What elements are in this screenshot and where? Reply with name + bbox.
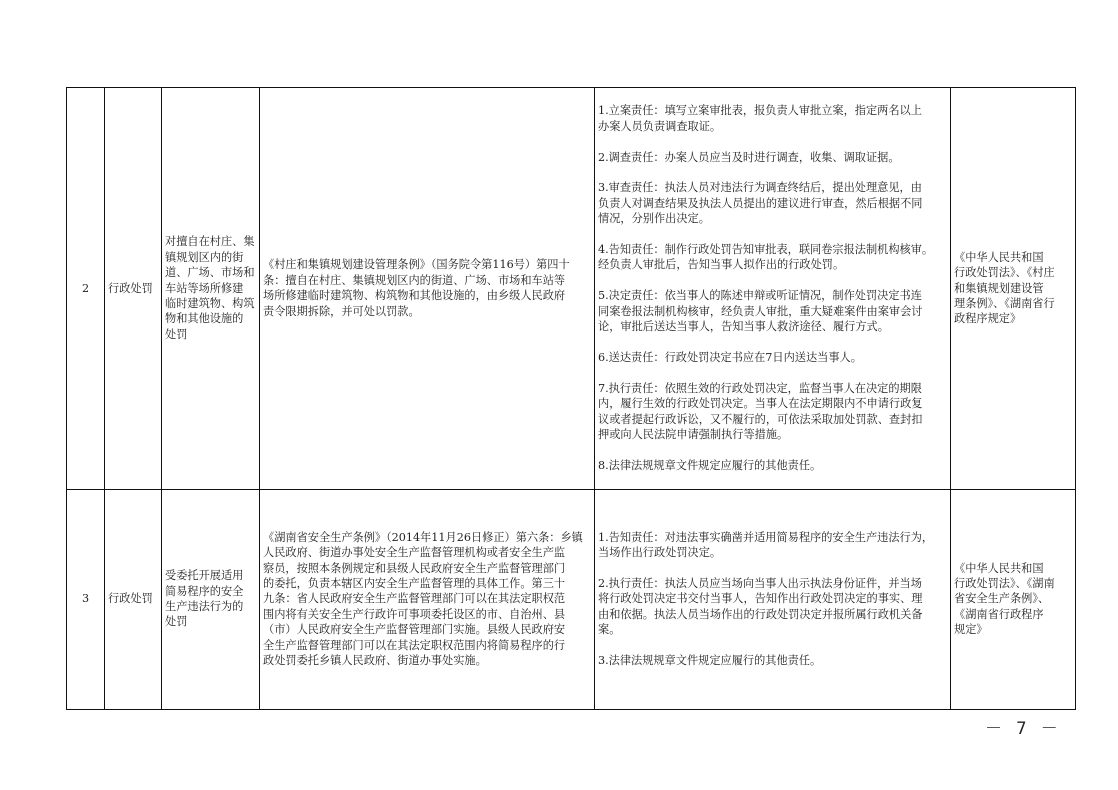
responsibility-item: 3.审查责任：执法人员对违法行为调查终结后，提出处理意见，由 负责人对调查结果及执法人员提出的建议进行审查，然后根据不同 情况，分别作出决定。	[598, 181, 923, 226]
power-type: 行政处罚	[105, 489, 162, 709]
reference-laws: 《中华人民共和国 行政处罚法》、《村庄 和集镇规划建设管 理条例》、《湖南省行 政程序规定》	[951, 88, 1076, 490]
responsibility-list	[595, 489, 951, 709]
power-type: 行政处罚	[105, 88, 162, 490]
responsibility-item: 2.调查责任：办案人员应当及时进行调查，收集、调取证据。	[598, 150, 900, 164]
item-number: 2	[67, 88, 105, 490]
table-row	[67, 489, 1076, 709]
responsibility-item: 6.送达责任：行政处罚决定书应在7日内送达当事人。	[598, 350, 862, 364]
responsibility-item: 4.告知责任：制作行政处罚告知审批表，联同卷宗报法制机构核审。 经负责人审批后，告知当事人拟作出的行政处罚。	[598, 243, 934, 272]
power-list-table	[66, 87, 1076, 710]
table-row	[67, 88, 1076, 490]
responsibility-item: 2.执行责任：执法人员应当场向当事人出示执法身份证件，并当场 将行政处罚决定书交付当事人，告知作出行政处罚决定的事实、理 由和依据。执法人员当场作出的行政处罚决定并报所属行政机关备 案。	[598, 576, 923, 637]
responsibility-item: 7.执行责任：依照生效的行政处罚决定，监督当事人在决定的期限 内，履行生效的行政处罚决定。当事人在法定期限内不申请行政复 议或者提起行政诉讼，又不履行的，可依法采取加处罚款、查封扣 押或向人民法院申请强制执行等措施。	[598, 381, 923, 441]
item-name: 对擅自在村庄、集 镇规划区内的街 道、广场、市场和 车站等场所修建 临时建筑物、构筑 物和其他设施的 处罚	[162, 88, 260, 490]
reference-laws: 《中华人民共和国 行政处罚法》、《湖南 省安全生产条例》、 《湖南省行政程序 规定》	[951, 489, 1076, 709]
legal-basis: 《湖南省安全生产条例》（2014年11月26日修正）第六条：乡镇 人民政府、街道办事处安全生产监督管理机构或者安全生产监 察员，按照本条例规定和县级人民政府安全生产监督管理部门 的委托，负责本辖区内安全生产监督管理的具体工作。第三十 九条：省人民政府安全生产监督管理部门可以在其法定职权范 围内将有关安全生产行政许可事项委托设区的市、自治州、县 （市）人民政府安全生产监督管理部门实施。县级人民政府安 全生产监督管理部门可以在其法定职权范围内将简易程序的行 政处罚委托乡镇人民政府、街道办事处实施。	[260, 489, 595, 709]
responsibility-item: 1.告知责任：对违法事实确凿并适用简易程序的安全生产违法行为， 当场作出行政处罚决定。	[598, 530, 934, 560]
responsibility-item: 5.决定责任：依当事人的陈述申辩或听证情况，制作处罚决定书连 同案卷报法制机构核审，经负责人审批，重大疑难案件由案审会讨 论，审批后送达当事人，告知当事人救济途径、履行方式。	[598, 289, 923, 334]
responsibility-item: 3.法律法规规章文件规定应履行的其他责任。	[598, 653, 822, 667]
item-name: 受委托开展适用 简易程序的安全 生产违法行为的 处罚	[162, 489, 260, 709]
responsibility-item: 8.法律法规规章文件规定应履行的其他责任。	[598, 458, 822, 472]
responsibility-item: 1.立案责任：填写立案审批表，报负责人审批立案，指定两名以上 办案人员负责调查取证。	[598, 104, 922, 133]
responsibility-list	[595, 88, 951, 490]
page-number: － 7 －	[985, 719, 1060, 739]
legal-basis: 《村庄和集镇规划建设管理条例》（国务院令第116号）第四十 条：擅自在村庄、集镇规划区内的街道、广场、市场和车站等 场所修建临时建筑物、构筑物和其他设施的，由乡级人民政府 责令限期拆除，并可处以罚款。	[260, 88, 595, 490]
item-number: 3	[67, 489, 105, 709]
